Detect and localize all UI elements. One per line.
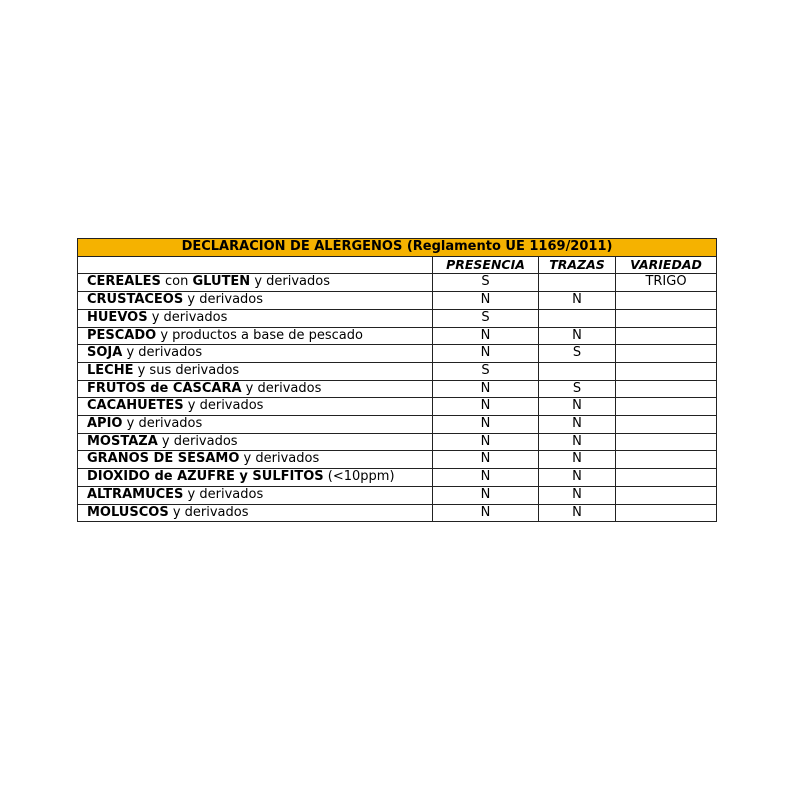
header-row <box>78 256 717 274</box>
allergen-declaration-table <box>77 238 717 522</box>
allergen-name-bold: CEREALES <box>87 274 161 290</box>
cell-variedad <box>616 292 717 310</box>
cell-variedad <box>616 362 717 380</box>
header-presencia: PRESENCIA <box>433 256 539 274</box>
cell-trazas: N <box>539 327 616 345</box>
table-row <box>78 433 717 451</box>
allergen-name-text: (<10ppm) <box>323 469 395 485</box>
table-row <box>78 504 717 522</box>
cell-trazas: N <box>539 504 616 522</box>
allergen-name-bold: APIO <box>87 416 123 432</box>
cell-presencia: S <box>433 362 539 380</box>
allergen-name-text: y sus derivados <box>133 362 240 378</box>
cell-trazas <box>539 274 616 292</box>
cell-variedad <box>616 433 717 451</box>
allergen-name-text: y derivados <box>183 486 264 502</box>
cell-trazas: N <box>539 292 616 310</box>
cell-trazas: N <box>539 398 616 416</box>
cell-trazas: N <box>539 486 616 504</box>
cell-presencia: N <box>433 451 539 469</box>
table-row <box>78 309 717 327</box>
allergen-name <box>78 327 433 345</box>
allergen-name <box>78 451 433 469</box>
allergen-name <box>78 292 433 310</box>
allergen-name <box>78 486 433 504</box>
allergen-name <box>78 504 433 522</box>
cell-trazas: N <box>539 469 616 487</box>
cell-variedad <box>616 504 717 522</box>
cell-variedad <box>616 345 717 363</box>
allergen-name-bold: DIÓXIDO de AZUFRE y SULFITOS <box>87 469 324 485</box>
allergen-name-bold: HUEVOS <box>87 309 148 325</box>
cell-presencia: N <box>433 345 539 363</box>
cell-variedad <box>616 451 717 469</box>
allergen-name <box>78 362 433 380</box>
cell-presencia: N <box>433 433 539 451</box>
table-row <box>78 345 717 363</box>
allergen-name <box>78 416 433 434</box>
allergen-name-text: y derivados <box>239 451 320 467</box>
cell-presencia: N <box>433 469 539 487</box>
allergen-name-text: y derivados <box>250 274 331 290</box>
cell-trazas <box>539 362 616 380</box>
allergen-name <box>78 398 433 416</box>
title-row <box>78 239 717 257</box>
allergen-name-text: y productos a base de pescado <box>156 327 363 343</box>
cell-presencia: N <box>433 292 539 310</box>
cell-variedad <box>616 309 717 327</box>
allergen-name-bold: CACAHUETES <box>87 398 184 414</box>
allergen-name <box>78 433 433 451</box>
cell-trazas: S <box>539 380 616 398</box>
table-row <box>78 362 717 380</box>
cell-presencia: N <box>433 504 539 522</box>
allergen-name-bold: MOLUSCOS <box>87 504 169 520</box>
allergen-name <box>78 309 433 327</box>
table-row <box>78 292 717 310</box>
allergen-name-text: y derivados <box>183 292 264 308</box>
allergen-name <box>78 469 433 487</box>
allergen-name-bold: CRUSTÁCEOS <box>87 292 184 308</box>
allergen-name-text: y derivados <box>122 416 203 432</box>
cell-presencia: N <box>433 380 539 398</box>
cell-trazas <box>539 309 616 327</box>
allergen-name-bold: PESCADO <box>87 327 157 343</box>
allergen-name-bold: ALTRAMUCES <box>87 486 184 502</box>
allergen-name-bold: MOSTAZA <box>87 433 158 449</box>
cell-trazas: N <box>539 451 616 469</box>
allergen-name <box>78 274 433 292</box>
table-row <box>78 451 717 469</box>
allergen-name-text: y derivados <box>168 504 249 520</box>
cell-presencia: N <box>433 416 539 434</box>
allergen-name-text: y derivados <box>147 309 228 325</box>
table-row <box>78 327 717 345</box>
cell-presencia: S <box>433 309 539 327</box>
allergen-name-bold: LECHE <box>87 362 134 378</box>
header-trazas: TRAZAS <box>539 256 616 274</box>
allergen-name-bold: SOJA <box>87 345 123 361</box>
cell-presencia: N <box>433 327 539 345</box>
table-row <box>78 398 717 416</box>
allergen-name-bold: GLUTEN <box>192 274 251 290</box>
allergen-name-text: y derivados <box>157 433 238 449</box>
allergen-name <box>78 380 433 398</box>
table-row <box>78 380 717 398</box>
table-row <box>78 274 717 292</box>
cell-presencia: N <box>433 486 539 504</box>
allergen-name-bold: GRANOS DE SÉSAMO <box>87 451 240 467</box>
table-title: DECLARACIÓN DE ALÉRGENOS (Reglamento UE 1169/2011) <box>78 239 717 257</box>
table-row <box>78 469 717 487</box>
cell-variedad <box>616 469 717 487</box>
header-allergen-blank <box>78 256 433 274</box>
cell-variedad <box>616 398 717 416</box>
header-variedad: VARIEDAD <box>616 256 717 274</box>
cell-variedad <box>616 416 717 434</box>
allergen-name-text: y derivados <box>183 398 264 414</box>
cell-presencia: N <box>433 398 539 416</box>
cell-trazas: N <box>539 433 616 451</box>
allergen-name-text: y derivados <box>241 380 322 396</box>
cell-presencia: S <box>433 274 539 292</box>
allergen-name-text: con <box>160 274 193 290</box>
allergen-name-text: y derivados <box>122 345 203 361</box>
cell-trazas: N <box>539 416 616 434</box>
allergen-rows <box>78 274 717 522</box>
allergen-name <box>78 345 433 363</box>
cell-variedad <box>616 327 717 345</box>
allergen-name-bold: FRUTOS de CÁSCARA <box>87 380 242 396</box>
cell-variedad <box>616 486 717 504</box>
table-row <box>78 486 717 504</box>
cell-variedad <box>616 380 717 398</box>
table-row <box>78 416 717 434</box>
cell-variedad: TRIGO <box>616 274 717 292</box>
cell-trazas: S <box>539 345 616 363</box>
